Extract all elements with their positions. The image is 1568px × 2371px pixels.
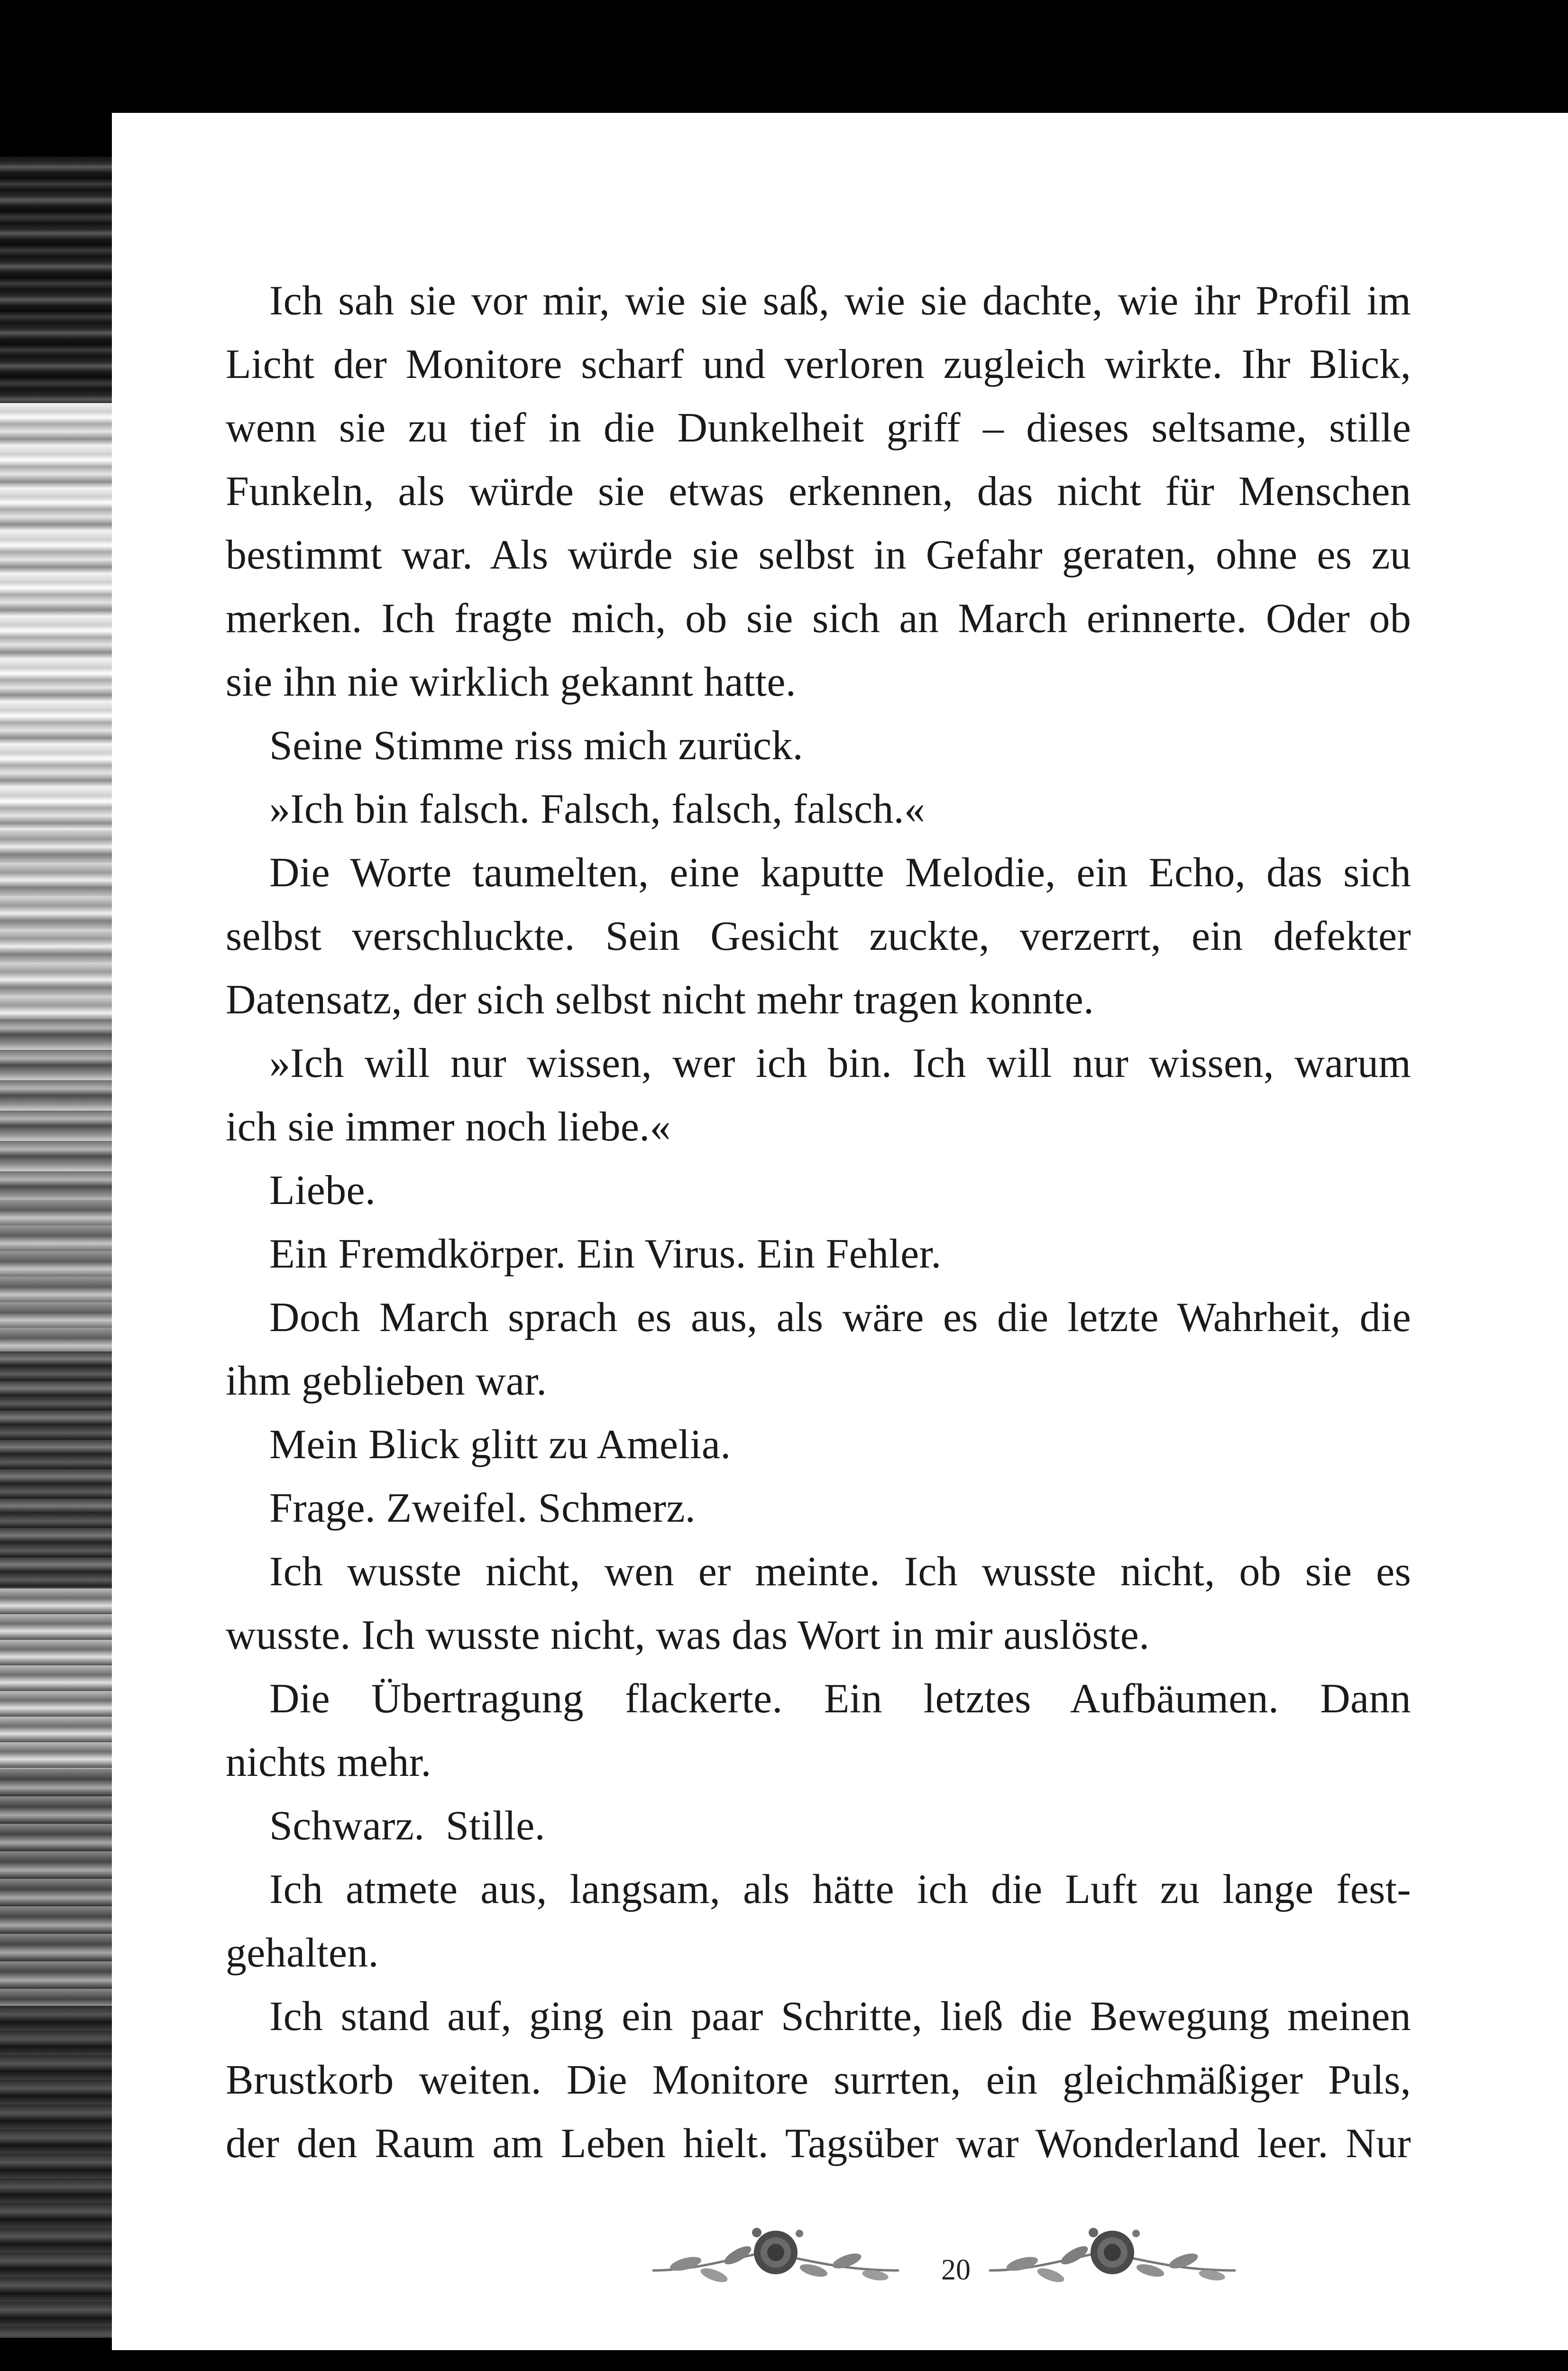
text-line: Licht der Monitore scharf und verloren zugleich wirkte. Ihr Blick,	[226, 341, 1411, 387]
text-line: bestimmt war. Als würde sie selbst in Gefahr geraten, ohne es zu	[226, 532, 1411, 578]
text-line: selbst verschluckte. Sein Gesicht zuckte, verzerrt, ein defekter	[226, 913, 1411, 959]
left-edge-stripes	[0, 156, 114, 2338]
text-line: Funkeln, als würde sie etwas erkennen, das nicht für Menschen	[226, 469, 1411, 515]
text-line: Brustkorb weiten. Die Monitore surrten, ein gleichmäßiger Puls,	[226, 2057, 1411, 2103]
text-line: gehalten.	[226, 1930, 379, 1976]
text-line: sie ihn nie wirklich gekannt hatte.	[226, 659, 797, 705]
text-line: Ich wusste nicht, wen er meinte. Ich wusste nicht, ob sie es	[269, 1549, 1411, 1595]
text-line: Ich atmete aus, langsam, als hätte ich die Luft zu lange fest-	[269, 1866, 1411, 1912]
page-footer	[624, 2185, 1288, 2318]
text-line: Ich sah sie vor mir, wie sie saß, wie sie dachte, wie ihr Profil im	[269, 278, 1411, 324]
text-line: »Ich bin falsch. Falsch, falsch, falsch.«	[269, 786, 926, 832]
text-line: der den Raum am Leben hielt. Tagsüber war Wonderland leer. Nur	[226, 2121, 1411, 2167]
text-line: merken. Ich fragte mich, ob sie sich an March erinnerte. Oder ob	[226, 596, 1411, 642]
text-line: Datensatz, der sich selbst nicht mehr tragen konnte.	[226, 977, 1094, 1023]
body-text	[226, 269, 1411, 2176]
text-line: »Ich will nur wissen, wer ich bin. Ich will nur wissen, warum	[269, 1040, 1411, 1086]
text-line: Schwarz. Stille.	[269, 1803, 545, 1849]
text-line: nichts mehr.	[226, 1739, 431, 1785]
text-line: wusste. Ich wusste nicht, was das Wort in mir auslöste.	[226, 1612, 1150, 1658]
text-line: Mein Blick glitt zu Amelia.	[269, 1422, 731, 1468]
text-line: Die Worte taumelten, eine kaputte Melodie, ein Echo, das sich	[269, 850, 1411, 896]
text-line: Frage. Zweifel. Schmerz.	[269, 1485, 696, 1531]
text-line: wenn sie zu tief in die Dunkelheit griff – dieses seltsame, stille	[226, 405, 1411, 451]
text-line: Seine Stimme riss mich zurück.	[269, 723, 803, 769]
text-line: Liebe.	[269, 1167, 376, 1213]
text-line: Ich stand auf, ging ein paar Schritte, ließ die Bewegung meinen	[269, 1994, 1411, 2040]
text-line: Ein Fremdkörper. Ein Virus. Ein Fehler.	[269, 1231, 942, 1277]
text-line: Doch March sprach es aus, als wäre es die letzte Wahrheit, die	[269, 1295, 1411, 1341]
text-line: ihm geblieben war.	[226, 1358, 547, 1404]
rose-vine-ornament-icon	[980, 2199, 1245, 2313]
text-line: ich sie immer noch liebe.«	[226, 1104, 671, 1150]
text-line: Die Übertragung flackerte. Ein letztes Aufbäumen. Dann	[269, 1676, 1411, 1722]
book-page	[112, 113, 1568, 2350]
page-number: 20	[941, 2254, 971, 2286]
